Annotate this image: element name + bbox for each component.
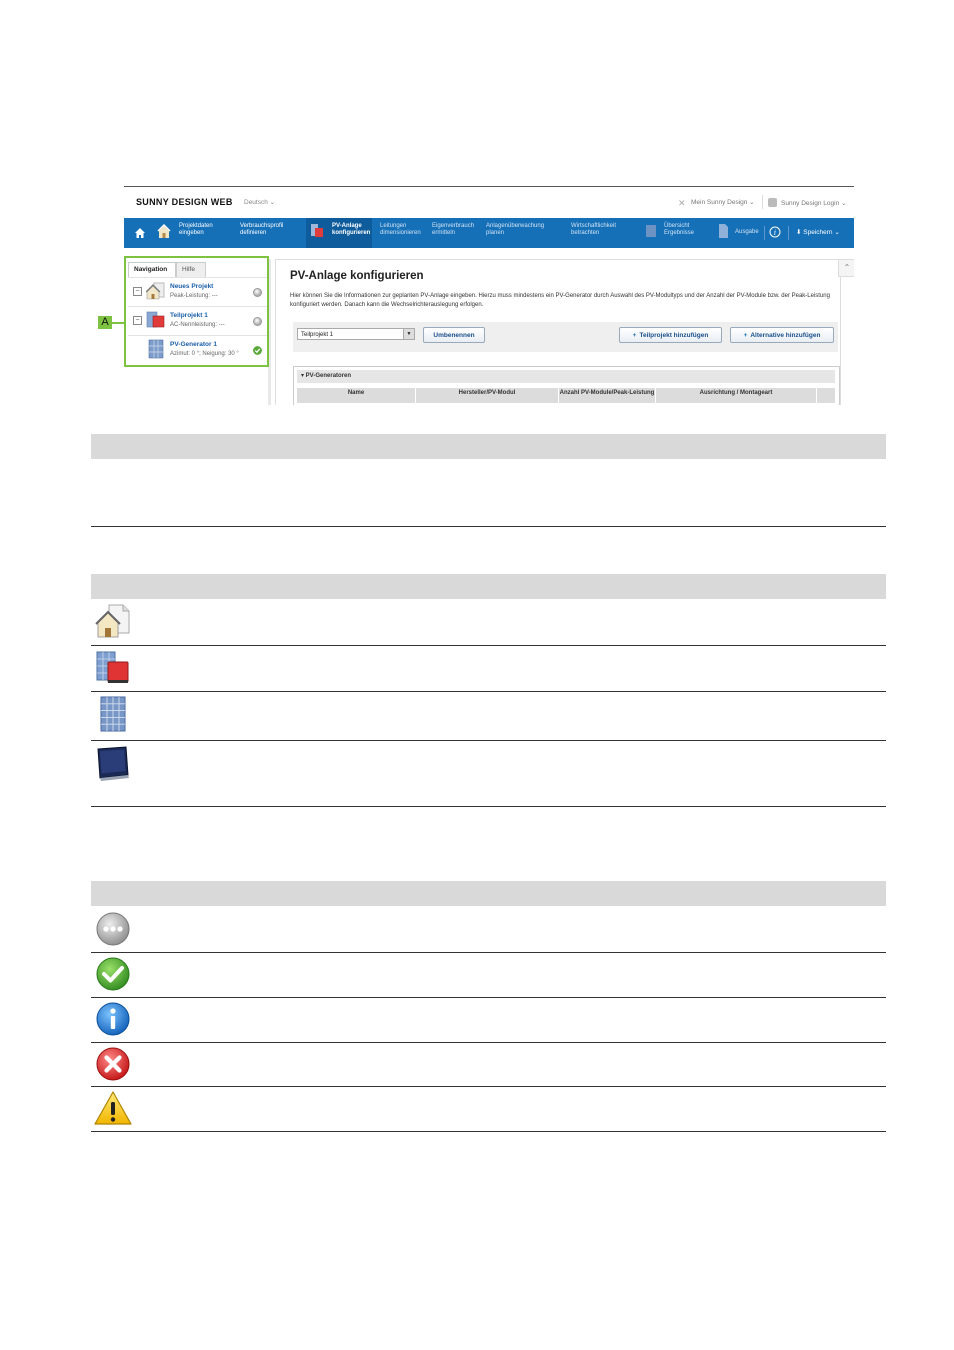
subproject-inverter-icon bbox=[95, 650, 131, 686]
nav-step-cables[interactable]: Leitungen dimensionieren bbox=[380, 223, 421, 236]
pv-module-icon bbox=[95, 696, 131, 732]
process-nav bbox=[124, 218, 854, 248]
language-select[interactable]: Deutsch ⌄ bbox=[244, 199, 276, 206]
nav-step-pv-configure[interactable]: PV-Anlage konfigurieren bbox=[332, 223, 371, 236]
plus-icon: + bbox=[743, 332, 748, 339]
nav-step-overview[interactable]: Übersicht Ergebnisse bbox=[664, 223, 695, 236]
main-panel bbox=[275, 259, 841, 405]
pv-inverter-icon bbox=[310, 222, 324, 240]
project-house-icon bbox=[95, 603, 131, 639]
save-button[interactable]: ⬇ Speichern ⌄ bbox=[796, 229, 840, 236]
add-alternative-button[interactable]: + Alternative hinzufügen bbox=[730, 327, 834, 343]
navigation-highlight-frame bbox=[124, 256, 269, 367]
tab-help[interactable]: Hilfe bbox=[176, 262, 206, 277]
tab-navigation[interactable]: Navigation bbox=[128, 262, 176, 277]
pv-generators-section bbox=[293, 366, 840, 405]
tree-item-project[interactable]: − Neues Projekt Peak-Leistung: --- bbox=[128, 277, 268, 306]
collapse-toggle[interactable]: − bbox=[133, 316, 142, 325]
nav-step-self-consumption[interactable]: Eigenverbrauch ermitteln bbox=[432, 223, 475, 236]
top-bar bbox=[124, 187, 854, 217]
chevron-down-icon: ▼ bbox=[403, 329, 414, 339]
subproject-toolbar bbox=[293, 322, 838, 352]
status-warning-icon bbox=[93, 1090, 133, 1126]
my-sunny-design-link[interactable]: ✕ Mein Sunny Design ⌄ bbox=[678, 198, 755, 208]
pv-generators-header[interactable]: ▾ PV-Generatoren bbox=[297, 370, 835, 383]
column-header[interactable]: Ausrichtung / Montageart bbox=[656, 388, 817, 403]
home-icon[interactable] bbox=[134, 227, 146, 239]
nav-step-economics[interactable]: Wirtschaftlichkeit betrachten bbox=[571, 223, 617, 236]
tree-item-subproject[interactable]: − Teilprojekt 1 AC-Nennleistung: --- bbox=[128, 306, 268, 335]
brand-title: SUNNY DESIGN WEB bbox=[136, 197, 233, 207]
table-header bbox=[91, 881, 886, 906]
page-title: PV-Anlage konfigurieren bbox=[290, 270, 424, 282]
overview-icon bbox=[644, 222, 658, 240]
nav-step-consumption[interactable]: Verbrauchsprofil definieren bbox=[240, 223, 284, 236]
nav-output[interactable]: Ausgabe bbox=[735, 229, 759, 235]
column-header[interactable]: Hersteller/PV-Modul bbox=[416, 388, 559, 403]
nav-step-project-data[interactable]: Projektdaten eingeben bbox=[179, 223, 213, 236]
status-info-icon bbox=[95, 1001, 131, 1037]
table-header bbox=[91, 434, 886, 459]
column-header[interactable]: Anzahl PV-Module/Peak-Leistung bbox=[559, 388, 656, 403]
callout-label: A bbox=[98, 316, 112, 329]
table-header bbox=[91, 574, 886, 599]
plus-icon: + bbox=[632, 332, 637, 339]
login-link[interactable]: Sunny Design Login ⌄ bbox=[768, 198, 846, 207]
page-description: Hier können Sie die Informationen zur geplanten PV-Anlage eingeben. Hierzu muss mindestens ein PV-Generator durch Auswahl des PV-Modultyps und der Anzahl der PV-Module bzw. der Peak-Leistung konfiguriert werden. Danach kann die Wechselrichterauslegung erfolgen. bbox=[290, 293, 830, 308]
info-icon[interactable] bbox=[769, 226, 781, 238]
output-document-icon bbox=[716, 222, 730, 240]
collapse-toggle[interactable]: − bbox=[133, 287, 142, 296]
project-house-icon bbox=[157, 222, 171, 240]
status-ok-icon bbox=[95, 956, 131, 992]
download-icon: ⬇ bbox=[796, 229, 802, 236]
status-pending-icon bbox=[95, 911, 131, 947]
inverter-device-icon bbox=[95, 745, 131, 785]
svg-text:i: i bbox=[773, 229, 777, 237]
nav-step-monitoring[interactable]: Anlagenüberwachung planen bbox=[486, 223, 545, 236]
column-header[interactable]: Name bbox=[297, 388, 416, 403]
tree-item-pv-generator[interactable]: PV-Generator 1 Azimut: 0 °; Neigung: 30 ° bbox=[128, 335, 268, 366]
subproject-select[interactable]: Teilprojekt 1 ▼ bbox=[297, 328, 415, 340]
rename-button[interactable]: Umbenennen bbox=[423, 327, 485, 343]
status-error-icon bbox=[95, 1046, 131, 1082]
tools-icon: ✕ bbox=[678, 198, 686, 208]
user-icon bbox=[768, 198, 777, 207]
scroll-up-button[interactable]: ⌃ bbox=[838, 259, 854, 277]
add-subproject-button[interactable]: + Teilprojekt hinzufügen bbox=[619, 327, 722, 343]
